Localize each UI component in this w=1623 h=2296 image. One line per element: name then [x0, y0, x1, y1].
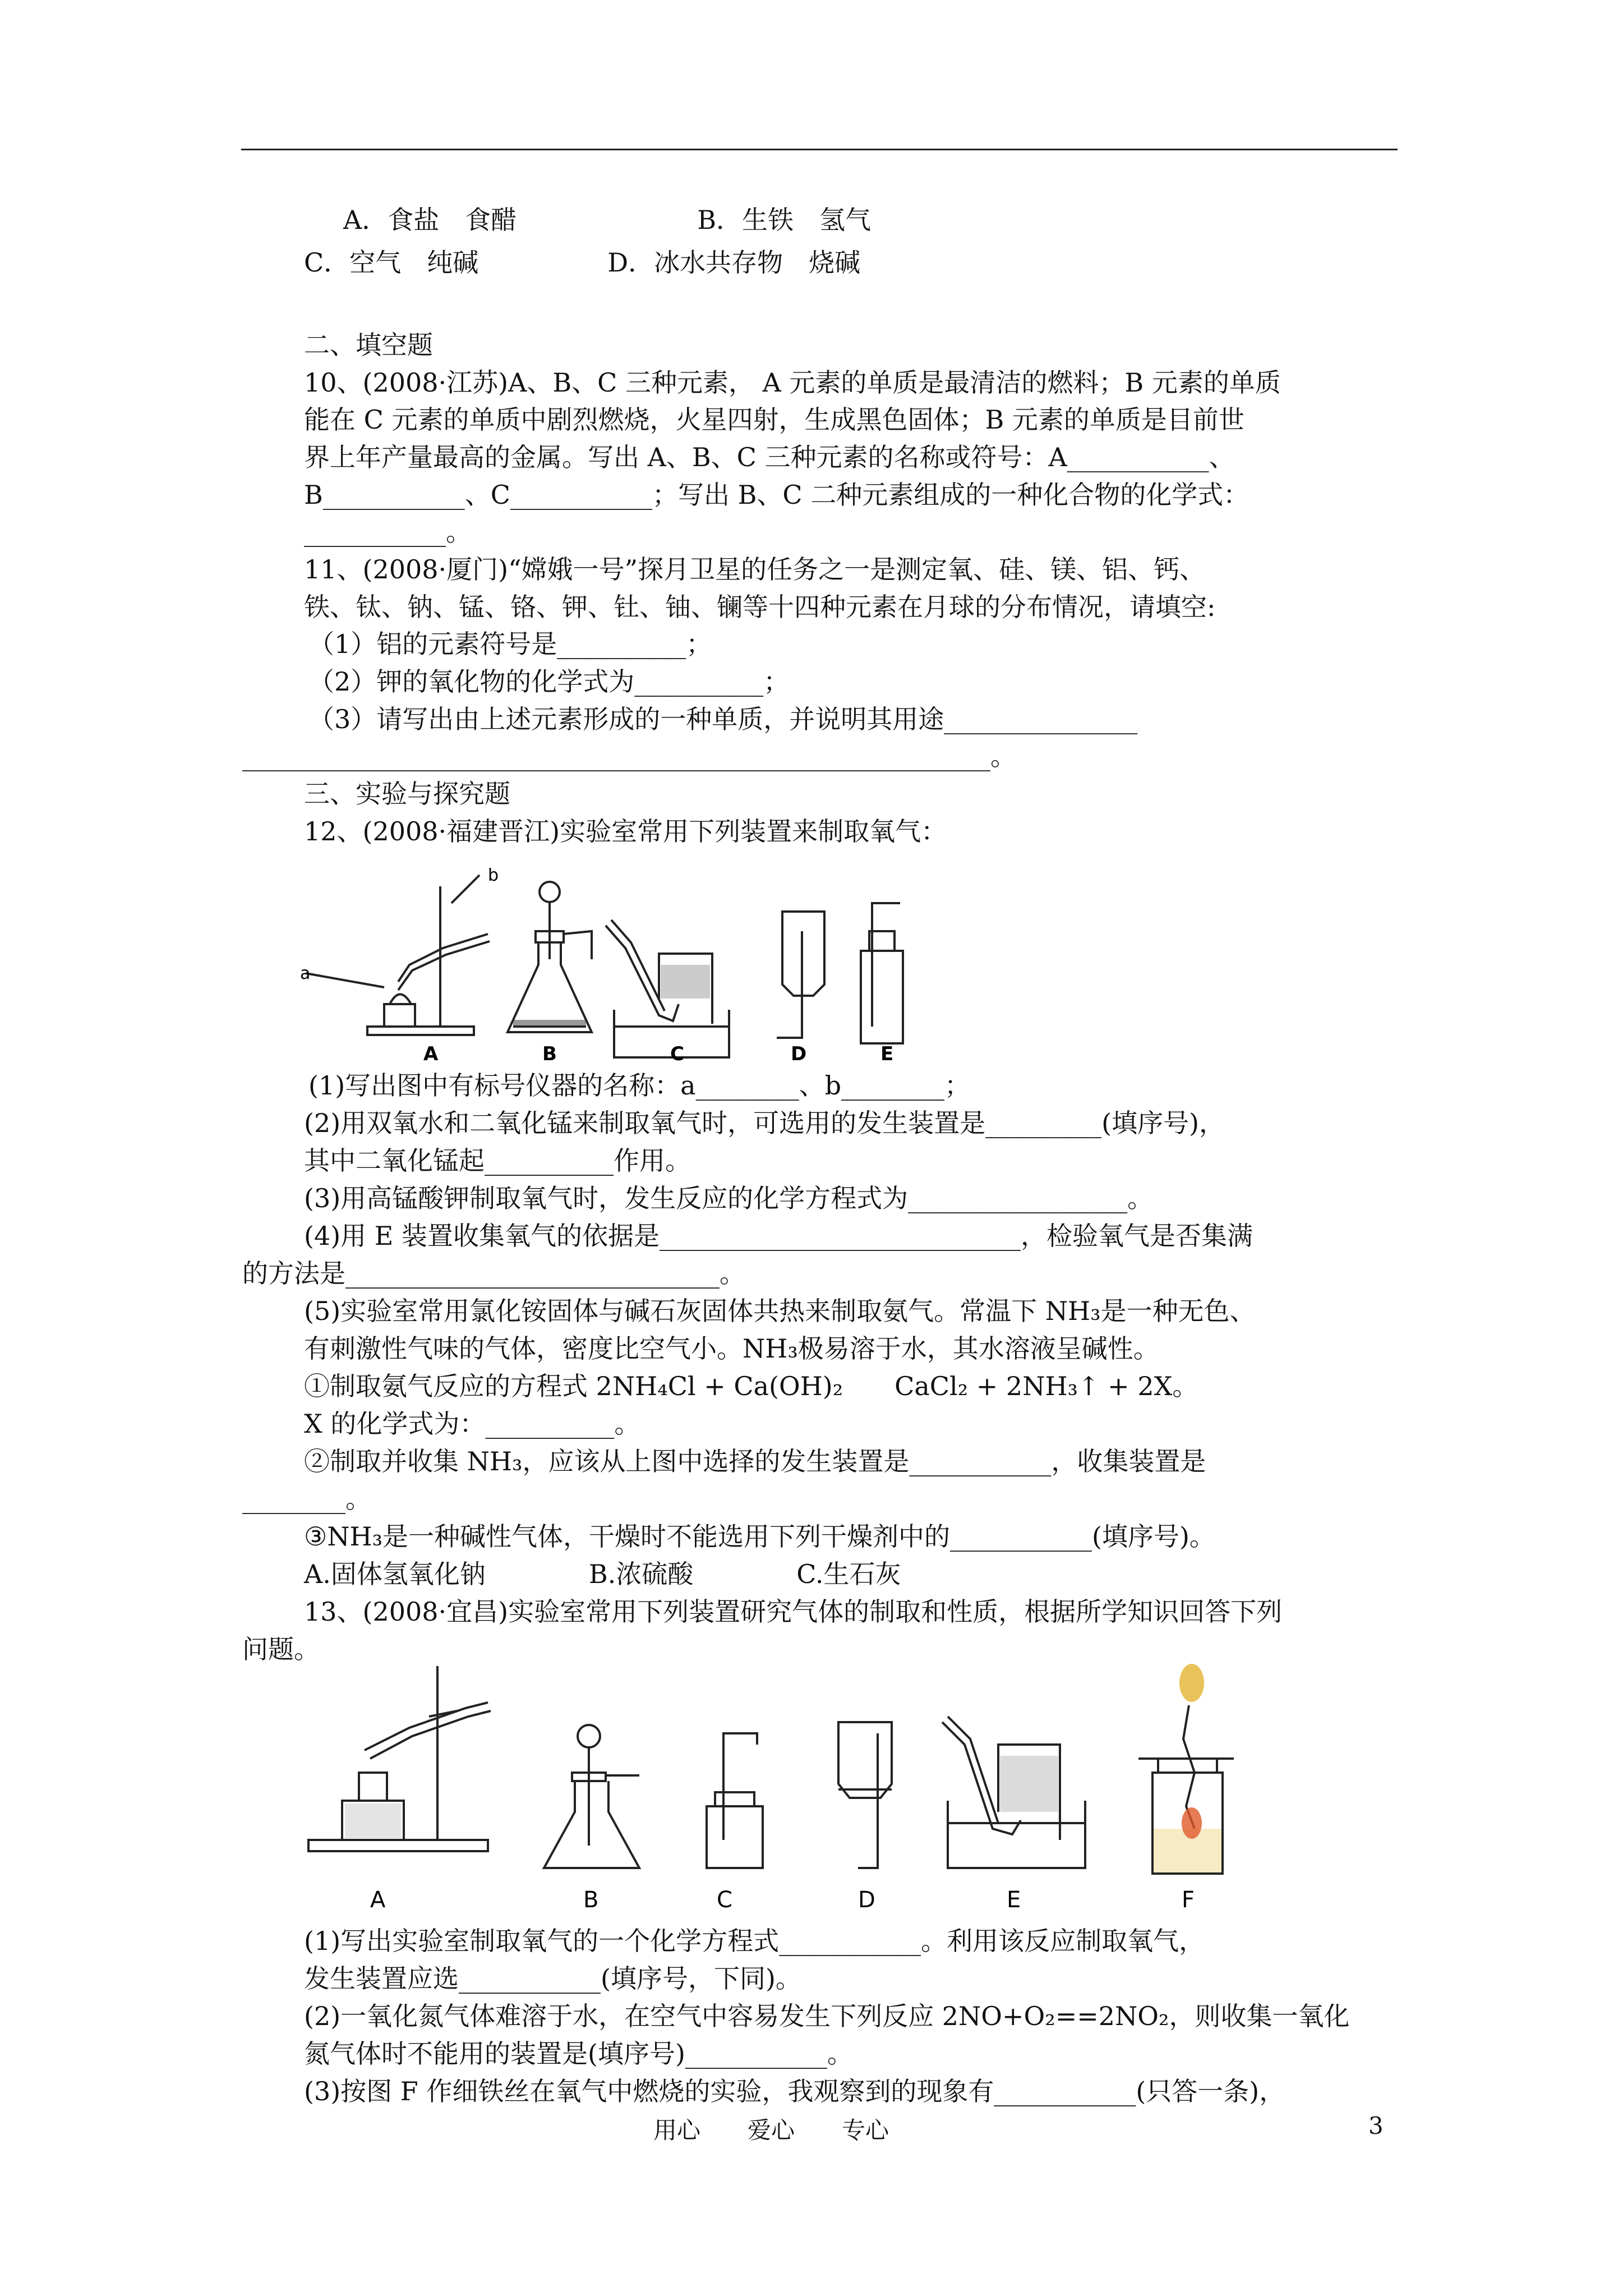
q12-part5-equation: ①制取氨气反应的方程式 2NH₄Cl + Ca(OH)₂ CaCl₂ + 2NH₃↑ + 2X。 — [304, 1371, 1198, 1401]
q13-line2: 问题。 — [242, 1634, 320, 1664]
header-rule — [241, 149, 1398, 150]
section-heading-experiment: 三、实验与探究题 — [304, 779, 510, 809]
fig2-label-D: D — [858, 1887, 875, 1913]
q13-line1: 13、(2008·宜昌)实验室常用下列装置研究气体的制取和性质，根据所学知识回答下列 — [304, 1596, 1283, 1627]
option-cd: C．空气 纯碱 D．冰水共存物 烧碱 — [304, 247, 861, 278]
q10-line1: 10、(2008·江苏)A、B、C 三种元素， A 元素的单质是最清洁的燃料；B 元素的单质 — [304, 367, 1281, 398]
q12-part5-line2: 有刺激性气味的气体，密度比空气小。NH₃极易溶于水，其水溶液呈碱性。 — [304, 1333, 1159, 1364]
q12-part4-cont: 的方法是_____________________________。 — [242, 1258, 745, 1289]
q13-part1: (1)写出实验室制取氧气的一个化学方程式___________。利用该反应制取氧气， — [304, 1926, 1205, 1956]
fig2-label-F: F — [1182, 1887, 1195, 1913]
q11-part3-cont: __________________________________________________________。 — [242, 741, 1016, 771]
q12-part5-drying: ③NH₃是一种碱性气体，干燥时不能选用下列干燥剂中的___________(填序号)。 — [304, 1521, 1215, 1552]
q10-line5: ___________。 — [304, 517, 472, 547]
fig1-label-a: a — [300, 964, 311, 983]
q12-part5-apparatus-cont: ________。 — [242, 1484, 371, 1514]
q10-line4: B___________、C___________；写出 B、C 二种元素组成的一种化合物的化学式： — [304, 480, 1249, 510]
q13-part2: (2)一氧化氮气体难溶于水，在空气中容易发生下列反应 2NO+O₂==2NO₂，则收集一氧化 — [304, 2001, 1350, 2031]
q13-part1-cont: 发生装置应选___________(填序号，下同)。 — [304, 1963, 801, 1994]
q11-part2: （2）钾的氧化物的化学式为__________； — [308, 666, 790, 697]
q12-part2-cont: 其中二氧化锰起__________作用。 — [304, 1145, 691, 1176]
q12-line1: 12、(2008·福建晋江)实验室常用下列装置来制取氧气： — [304, 816, 947, 846]
q11-part3: （3）请写出由上述元素形成的一种单质，并说明其用途_______________ — [308, 704, 1138, 734]
q11-line2: 铁、钛、钠、锰、铬、钾、钍、铀、镧等十四种元素在月球的分布情况，请填空: — [304, 592, 1216, 622]
fig1-label-D: D — [791, 1043, 807, 1065]
q12-part3: (3)用高锰酸钾制取氧气时，发生反应的化学方程式为_________________。 — [304, 1183, 1154, 1213]
q12-apparatus-figure — [300, 864, 956, 1066]
option-ab: A．食盐 食醋 B．生铁 氢气 — [343, 205, 872, 235]
q12-part4: (4)用 E 装置收集氧气的依据是____________________________，检验氧气是否集满 — [304, 1221, 1253, 1251]
fig2-label-B: B — [583, 1887, 599, 1913]
fig1-label-A: A — [423, 1043, 439, 1065]
fig2-label-A: A — [370, 1887, 386, 1913]
fig1-label-b: b — [488, 866, 499, 885]
q13-apparatus-figure — [297, 1660, 1324, 1913]
q12-part5-options: A.固体氢氧化钠 B.浓硫酸 C.生石灰 — [304, 1559, 901, 1589]
fig1-label-C: C — [670, 1043, 684, 1065]
footer-motto: 用心 爱心 专心 — [653, 2116, 889, 2144]
section-heading-fill-in: 二、填空题 — [304, 330, 433, 360]
q13-part3: (3)按图 F 作细铁丝在氧气中燃烧的实验，我观察到的现象有___________(只答一条)， — [304, 2076, 1285, 2106]
q11-part1: （1）铝的元素符号是__________； — [308, 629, 712, 659]
q11-line1: 11、(2008·厦门)“嫦娥一号”探月卫星的任务之一是测定氧、硅、镁、铝、钙、 — [304, 554, 1206, 585]
q13-part2-cont: 氮气体时不能用的装置是(填序号)___________。 — [304, 2039, 853, 2069]
fig1-label-E: E — [880, 1043, 894, 1065]
q12-part5-apparatus: ②制取并收集 NH₃，应该从上图中选择的发生装置是___________，收集装置是 — [304, 1446, 1206, 1476]
q12-part5-x-formula: X 的化学式为：__________。 — [304, 1409, 640, 1439]
fig2-label-C: C — [717, 1887, 732, 1913]
fig1-label-B: B — [542, 1043, 557, 1065]
page-number: 3 — [1368, 2112, 1384, 2139]
q12-part2: (2)用双氧水和二氧化锰来制取氧气时，可选用的发生装置是_________(填序号)， — [304, 1108, 1225, 1138]
q10-line2: 能在 C 元素的单质中剧烈燃烧，火星四射，生成黑色固体；B 元素的单质是目前世 — [304, 404, 1244, 435]
q10-line3: 界上年产量最高的金属。写出 A、B、C 三种元素的名称或符号：A___________、 — [304, 442, 1235, 472]
q12-part1: (1)写出图中有标号仪器的名称：a________、b________； — [308, 1070, 971, 1101]
fig2-label-E: E — [1007, 1887, 1021, 1913]
q12-part5-line1: (5)实验室常用氯化铵固体与碱石灰固体共热来制取氨气。常温下 NH₃是一种无色、 — [304, 1296, 1256, 1326]
